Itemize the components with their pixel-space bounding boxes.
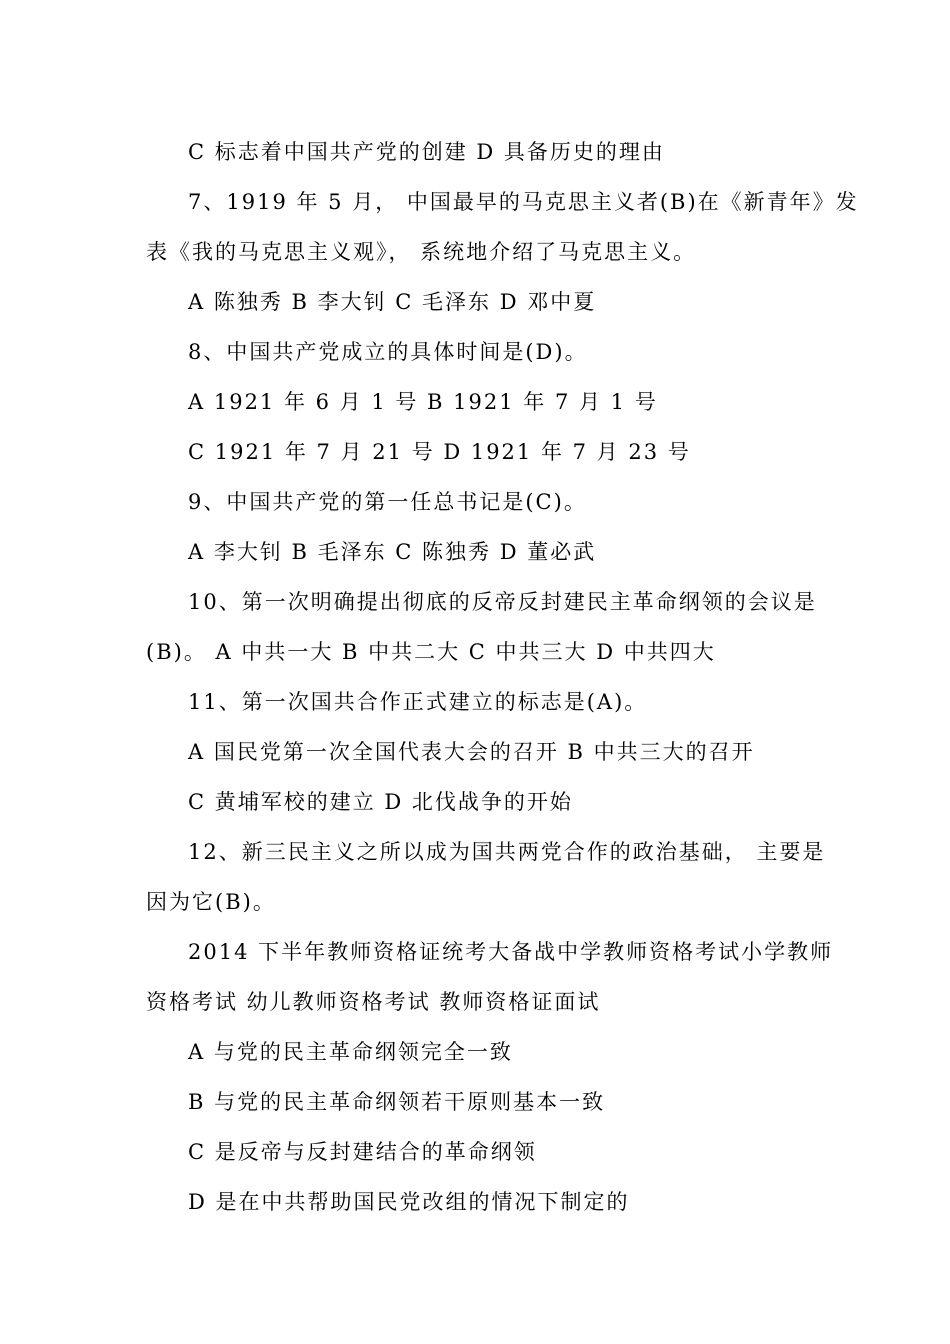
- option-b: B 与党的民主革命纲领若干原则基本一致: [188, 1090, 606, 1114]
- text-line: 因为它(B)。: [146, 890, 276, 914]
- question-10: 10、第一次明确提出彻底的反帝反封建民主革命纲领的会议是: [188, 590, 817, 614]
- question-9: 9、中国共产党的第一任总书记是(C)。: [188, 490, 587, 514]
- option-a: A 与党的民主革命纲领完全一致: [188, 1040, 513, 1064]
- options-line: C 1921 年 7 月 21 号 D 1921 年 7 月 23 号: [188, 440, 691, 464]
- question-12: 12、新三民主义之所以成为国共两党合作的政治基础， 主要是: [188, 840, 826, 864]
- text-line: C 标志着中国共产党的创建 D 具备历史的理由: [188, 140, 665, 164]
- question-7: 7、1919 年 5 月， 中国最早的马克思主义者(B)在《新青年》发: [188, 190, 859, 214]
- notice-line: 2014 下半年教师资格证统考大备战中学教师资格考试小学教师: [188, 940, 834, 964]
- options-line: A 李大钊 B 毛泽东 C 陈独秀 D 董必武: [188, 540, 597, 564]
- question-11: 11、第一次国共合作正式建立的标志是(A)。: [188, 690, 648, 714]
- options-line: A 1921 年 6 月 1 号 B 1921 年 7 月 1 号: [188, 390, 658, 414]
- options-line: C 黄埔军校的建立 D 北伐战争的开始: [188, 790, 573, 814]
- option-c: C 是反帝与反封建结合的革命纲领: [188, 1140, 537, 1164]
- option-d: D 是在中共帮助国民党改组的情况下制定的: [188, 1190, 630, 1214]
- notice-line: 资格考试 幼儿教师资格考试 教师资格证面试: [146, 990, 601, 1014]
- options-line: A 国民党第一次全国代表大会的召开 B 中共三大的召开: [188, 740, 755, 764]
- options-line: A 陈独秀 B 李大钊 C 毛泽东 D 邓中夏: [188, 290, 597, 314]
- question-8: 8、中国共产党成立的具体时间是(D)。: [188, 340, 588, 364]
- options-line: (B)。 A 中共一大 B 中共二大 C 中共三大 D 中共四大: [146, 640, 716, 664]
- text-line: 表《我的马克思主义观》， 系统地介绍了马克思主义。: [146, 240, 697, 264]
